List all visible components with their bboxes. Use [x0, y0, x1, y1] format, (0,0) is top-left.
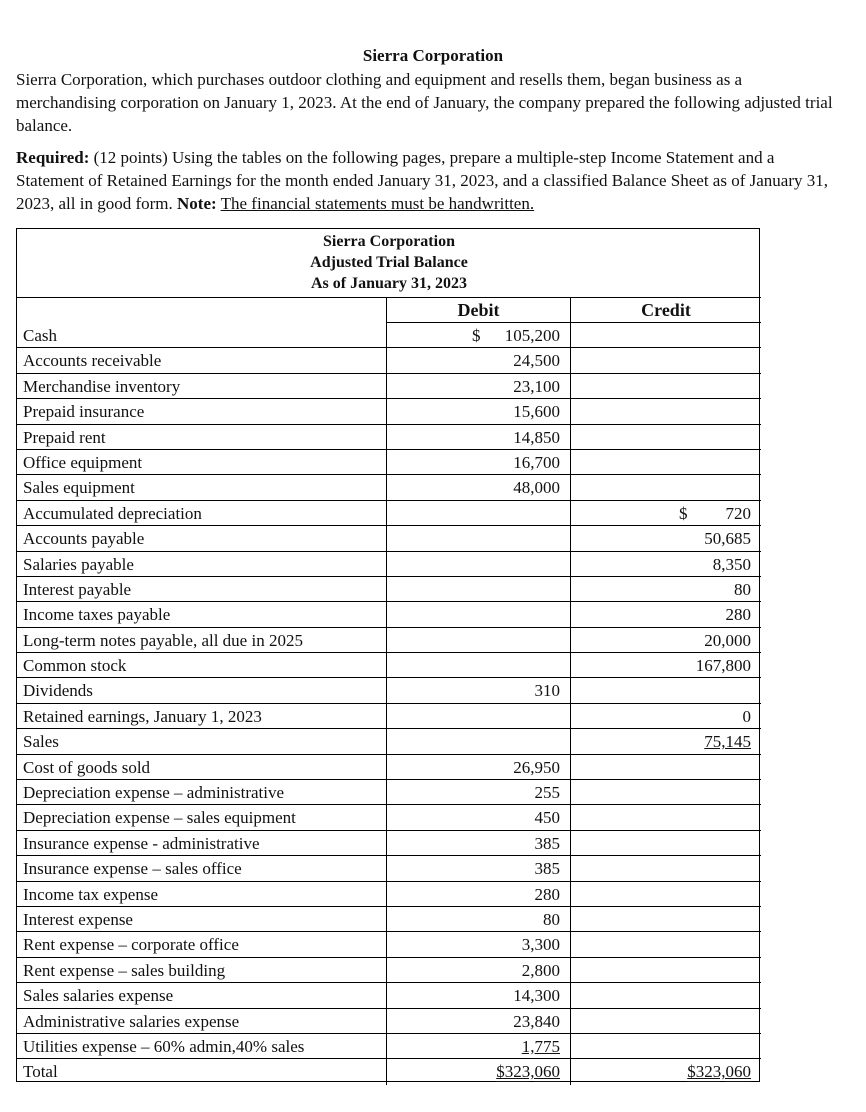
- intro-paragraph: Sierra Corporation, which purchases outdoor clothing and equipment and resells them, began business as a merchandising corporation on January 1, 2023. At the end of January, the company prepared the following adjusted trial balance.: [16, 70, 833, 135]
- credit-cell: [570, 501, 761, 525]
- debit-cell: [386, 628, 570, 652]
- credit-cell: [570, 628, 761, 652]
- account-name: Income tax expense: [23, 884, 158, 904]
- debit-cell: [386, 932, 570, 956]
- debit-cell: [386, 323, 570, 347]
- credit-amount: 80: [734, 579, 751, 599]
- credit-cell: [570, 983, 761, 1007]
- account-name: Administrative salaries expense: [23, 1011, 240, 1031]
- table-row: [17, 348, 761, 373]
- total-row: [17, 1059, 761, 1084]
- account-name: Interest payable: [23, 579, 132, 599]
- required-text: (12 points) Using the tables on the following pages, prepare a multiple-step Income Statement and a Statement of Retained Earnings for the month ended January 31, 2023, and a classified Balance Sheet as of January 31, 2023, all in good form.: [16, 148, 828, 213]
- credit-column-header: Credit: [570, 298, 761, 323]
- credit-cell: [570, 552, 761, 576]
- account-name: Accumulated depreciation: [23, 503, 202, 523]
- credit-cell: [570, 1034, 761, 1058]
- table-row: [17, 704, 761, 729]
- table-row: [17, 755, 761, 780]
- table-row: [17, 425, 761, 450]
- debit-amount: 15,600: [513, 402, 560, 422]
- table-row: [17, 577, 761, 602]
- account-name: Insurance expense - administrative: [23, 833, 260, 853]
- table-row: [17, 780, 761, 805]
- debit-amount: 14,850: [513, 427, 560, 447]
- table-row: [17, 1009, 761, 1034]
- debit-cell: [386, 399, 570, 423]
- debit-cell: [386, 425, 570, 449]
- debit-cell: [386, 704, 570, 728]
- debit-cell: [386, 983, 570, 1007]
- credit-cell: [570, 856, 761, 880]
- total-debit: $323,060: [496, 1062, 560, 1082]
- table-row: [17, 831, 761, 856]
- debit-column-header: Debit: [386, 298, 570, 323]
- account-name: Prepaid insurance: [23, 402, 145, 422]
- debit-cell: [386, 780, 570, 804]
- credit-amount: 75,145: [704, 732, 751, 752]
- credit-cell: [570, 678, 761, 702]
- table-row: [17, 323, 761, 348]
- credit-cell: [570, 1009, 761, 1033]
- credit-cell: [570, 450, 761, 474]
- debit-cell: [386, 805, 570, 829]
- table-row: [17, 729, 761, 754]
- table-row: [17, 958, 761, 983]
- debit-cell: [386, 958, 570, 982]
- debit-cell: [386, 907, 570, 931]
- debit-amount: 23,100: [513, 376, 560, 396]
- currency-symbol: $: [679, 503, 688, 523]
- account-name: Cost of goods sold: [23, 757, 151, 777]
- table-row: [17, 399, 761, 424]
- table-row: [17, 475, 761, 500]
- credit-cell: [570, 882, 761, 906]
- account-name: Rent expense – sales building: [23, 960, 226, 980]
- credit-cell: [570, 932, 761, 956]
- debit-cell: [386, 552, 570, 576]
- debit-cell: [386, 856, 570, 880]
- debit-amount: 105,200: [504, 326, 560, 345]
- credit-cell: [570, 704, 761, 728]
- document-title: Sierra Corporation: [362, 46, 504, 65]
- trial-balance-table: [16, 228, 760, 1082]
- table-row: [17, 907, 761, 932]
- table-row: [17, 805, 761, 830]
- account-name: Interest expense: [23, 909, 133, 929]
- credit-amount: 720: [725, 503, 751, 523]
- debit-amount: 450: [534, 808, 560, 828]
- trial-balance-header: [17, 229, 761, 298]
- debit-amount: 2,800: [521, 960, 560, 980]
- account-name: Cash: [23, 326, 57, 345]
- credit-cell: [570, 323, 761, 347]
- table-row: [17, 628, 761, 653]
- credit-cell: [570, 729, 761, 753]
- credit-amount: 280: [725, 605, 751, 625]
- table-row: [17, 526, 761, 551]
- debit-amount: 26,950: [513, 757, 560, 777]
- debit-amount: 280: [534, 884, 560, 904]
- account-name: Office equipment: [23, 452, 143, 472]
- tb-statement-name: Adjusted Trial Balance: [310, 254, 468, 271]
- debit-amount: 14,300: [513, 986, 560, 1006]
- account-name: Depreciation expense – administrative: [23, 783, 285, 803]
- debit-cell: [386, 526, 570, 550]
- debit-cell: [386, 475, 570, 499]
- debit-cell: [386, 602, 570, 626]
- debit-cell: [386, 755, 570, 779]
- table-row: [17, 501, 761, 526]
- credit-cell: [570, 475, 761, 499]
- debit-cell: [386, 1059, 570, 1084]
- credit-cell: [570, 425, 761, 449]
- credit-amount: 50,685: [704, 529, 751, 549]
- table-row: [17, 678, 761, 703]
- debit-amount: 16,700: [513, 452, 560, 472]
- credit-cell: [570, 653, 761, 677]
- note-label: Note:: [177, 194, 217, 213]
- account-name: Common stock: [23, 656, 127, 676]
- table-row: [17, 602, 761, 627]
- account-name: Sales salaries expense: [23, 986, 174, 1006]
- debit-amount: 80: [543, 909, 560, 929]
- trial-balance-rows: [17, 323, 761, 1085]
- account-name: Depreciation expense – sales equipment: [23, 808, 296, 828]
- table-row: [17, 983, 761, 1008]
- tb-date: As of January 31, 2023: [310, 275, 467, 292]
- debit-amount: 385: [534, 859, 560, 879]
- credit-amount: 0: [742, 706, 751, 726]
- debit-amount: 23,840: [513, 1011, 560, 1031]
- table-row: [17, 552, 761, 577]
- account-name: Income taxes payable: [23, 605, 171, 625]
- credit-cell: [570, 526, 761, 550]
- debit-cell: [386, 577, 570, 601]
- credit-cell: [570, 907, 761, 931]
- debit-cell: [386, 882, 570, 906]
- debit-cell: [386, 1034, 570, 1058]
- account-name: Long-term notes payable, all due in 2025: [23, 630, 303, 650]
- debit-cell: [386, 374, 570, 398]
- debit-amount: 48,000: [513, 478, 560, 498]
- credit-cell: [570, 805, 761, 829]
- debit-cell: [386, 678, 570, 702]
- credit-cell: [570, 602, 761, 626]
- table-row: [17, 653, 761, 678]
- account-name: Retained earnings, January 1, 2023: [23, 706, 262, 726]
- table-row: [17, 882, 761, 907]
- account-name: Sales equipment: [23, 478, 135, 498]
- account-name: Rent expense – corporate office: [23, 935, 239, 955]
- debit-cell: [386, 501, 570, 525]
- table-row: [17, 1034, 761, 1059]
- credit-amount: 8,350: [712, 554, 751, 574]
- currency-symbol: $: [472, 326, 481, 345]
- debit-amount: 24,500: [513, 351, 560, 371]
- total-label: Total: [23, 1062, 58, 1082]
- debit-amount: 310: [534, 681, 560, 701]
- credit-cell: [570, 831, 761, 855]
- credit-amount: 20,000: [704, 630, 751, 650]
- account-name: Accounts payable: [23, 529, 145, 549]
- account-name: Utilities expense – 60% admin,40% sales: [23, 1036, 305, 1056]
- debit-cell: [386, 831, 570, 855]
- credit-cell: [570, 399, 761, 423]
- credit-cell: [570, 780, 761, 804]
- table-row: [17, 374, 761, 399]
- required-paragraph: [16, 146, 846, 215]
- note-text: The financial statements must be handwritten.: [220, 194, 535, 213]
- required-label: Required:: [16, 148, 90, 167]
- credit-amount: 167,800: [695, 656, 751, 676]
- total-credit: $323,060: [687, 1062, 751, 1082]
- debit-amount: 385: [534, 833, 560, 853]
- credit-cell: [570, 348, 761, 372]
- credit-cell: [570, 577, 761, 601]
- debit-amount: 3,300: [521, 935, 560, 955]
- credit-cell: [570, 1059, 761, 1084]
- account-name: Insurance expense – sales office: [23, 859, 242, 879]
- debit-amount: 255: [534, 783, 560, 803]
- debit-cell: [386, 1009, 570, 1033]
- account-name: Dividends: [23, 681, 93, 701]
- account-name: Sales: [23, 732, 59, 752]
- account-name: Salaries payable: [23, 554, 134, 574]
- debit-cell: [386, 653, 570, 677]
- credit-cell: [570, 958, 761, 982]
- account-name: Merchandise inventory: [23, 376, 181, 396]
- table-row: [17, 856, 761, 881]
- credit-cell: [570, 374, 761, 398]
- account-name: Accounts receivable: [23, 351, 162, 371]
- debit-cell: [386, 348, 570, 372]
- account-name: Prepaid rent: [23, 427, 106, 447]
- tb-company: Sierra Corporation: [323, 233, 455, 250]
- debit-cell: [386, 729, 570, 753]
- debit-cell: [386, 450, 570, 474]
- debit-amount: 1,775: [521, 1036, 560, 1056]
- table-row: [17, 450, 761, 475]
- credit-cell: [570, 755, 761, 779]
- table-row: [17, 932, 761, 957]
